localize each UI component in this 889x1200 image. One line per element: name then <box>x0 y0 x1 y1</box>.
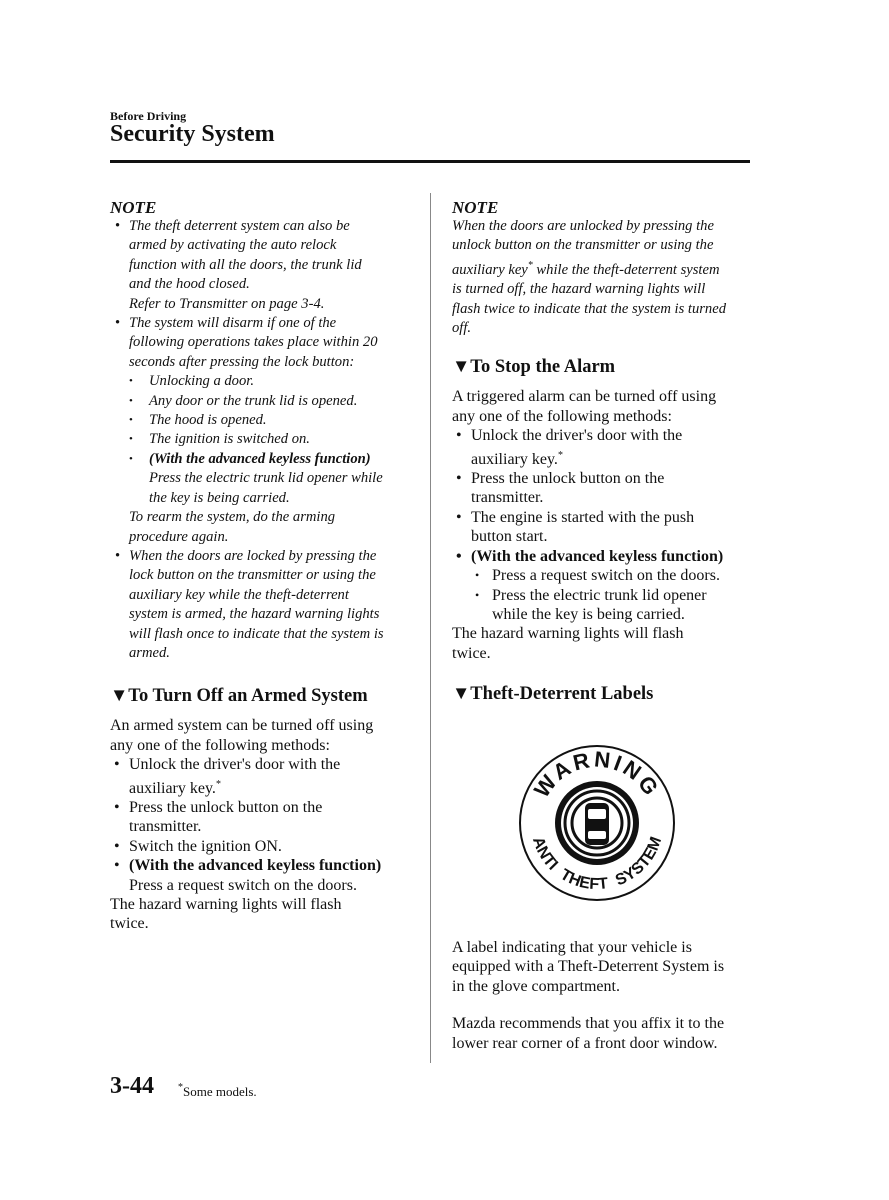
intro: A triggered alarm can be turned off using any one of the following methods: <box>452 388 717 425</box>
method-item: • (With the advanced keyless function) Press a request switch on the doors. <box>110 856 410 895</box>
title-rule <box>110 160 750 163</box>
label-top-text: WARNING <box>529 746 666 802</box>
outro: The hazard warning lights will flash twice. <box>110 896 342 933</box>
labels-heading: ▼Theft-Deterrent Labels <box>452 684 654 705</box>
label-bottom-text: ANTI THEFT SYSTEM <box>528 834 666 894</box>
outro: The hazard warning lights will flash twice. <box>452 625 684 662</box>
method-item: • Press the unlock button on the transmitter. <box>452 469 752 508</box>
labels-body: A label indicating that your vehicle is equipped with a Theft-Deterrent System is in the glove compartment. Mazda recommends that you affix it to the lower rear corner of a front door window. <box>452 939 725 1052</box>
section-label: Before Driving <box>110 109 187 123</box>
footnote: *Some models. <box>178 1082 257 1099</box>
intro: An armed system can be turned off using any one of the following methods: <box>110 717 374 754</box>
note-block <box>110 217 410 663</box>
column-divider <box>430 193 431 1063</box>
turn-off-body <box>110 716 410 933</box>
note-rearm: To rearm the system, do the arming procedure again. <box>129 509 336 545</box>
note-bullet: • When the doors are locked by pressing the lock button on the transmitter or using the auxiliary key while the theft-deterrent system is armed, the hazard warning lights will flash once to indicate that the system is armed. <box>110 547 410 663</box>
note-sub-bullet: • (With the advanced keyless function) Press the electric trunk lid opener while the key is being carried. <box>110 450 410 508</box>
method-item: • Unlock the driver's door with the auxiliary key.* <box>452 426 752 469</box>
note-sub-bullet: • The hood is opened. <box>110 411 410 430</box>
method-item: • The engine is started with the push button start. <box>452 508 752 547</box>
note-block: When the doors are unlocked by pressing the unlock button on the transmitter or using the auxiliary key* while the theft-deterrent system is turned off, the hazard warning lights will flash twice to indicate that the system is turned off. <box>452 218 727 337</box>
note-heading: NOTE <box>110 198 157 217</box>
note-bullet: • The theft deterrent system can also be armed by activating the auto relock function with all the doors, the trunk lid and the hood closed. <box>110 217 410 295</box>
stop-alarm-heading: ▼To Stop the Alarm <box>452 357 616 378</box>
car-alarm-icon <box>555 781 639 865</box>
note-bullet: • The system will disarm if one of the following operations takes place within 20 seconds after pressing the lock button: <box>110 314 410 372</box>
method-item: • (With the advanced keyless function) <box>452 547 752 566</box>
page-number: 3-44 <box>110 1073 154 1099</box>
some-models-mark: * <box>557 449 563 461</box>
left-column <box>110 198 410 934</box>
method-sub-item: • Press a request switch on the doors. <box>452 566 752 585</box>
page-title: Security System <box>110 121 275 147</box>
method-item: • Unlock the driver's door with the auxiliary key.* <box>110 755 410 798</box>
turn-off-heading: ▼To Turn Off an Armed System <box>110 686 368 707</box>
method-sub-item: • Press the electric trunk lid opener while the key is being carried. <box>452 586 752 625</box>
note-sub-bullet: • Unlocking a door. <box>110 372 410 391</box>
anti-theft-warning-label <box>517 743 677 903</box>
method-item: • Press the unlock button on the transmitter. <box>110 798 410 837</box>
note-sub-bullet: • Any door or the trunk lid is opened. <box>110 392 410 411</box>
stop-alarm-body <box>452 387 752 663</box>
note-reference: Refer to Transmitter on page 3-4. <box>129 295 325 312</box>
some-models-mark: * <box>215 778 221 790</box>
note-heading: NOTE <box>452 198 499 217</box>
method-item: • Switch the ignition ON. <box>110 837 410 856</box>
some-models-mark: * <box>527 259 533 271</box>
note-sub-bullet: • The ignition is switched on. <box>110 430 410 449</box>
